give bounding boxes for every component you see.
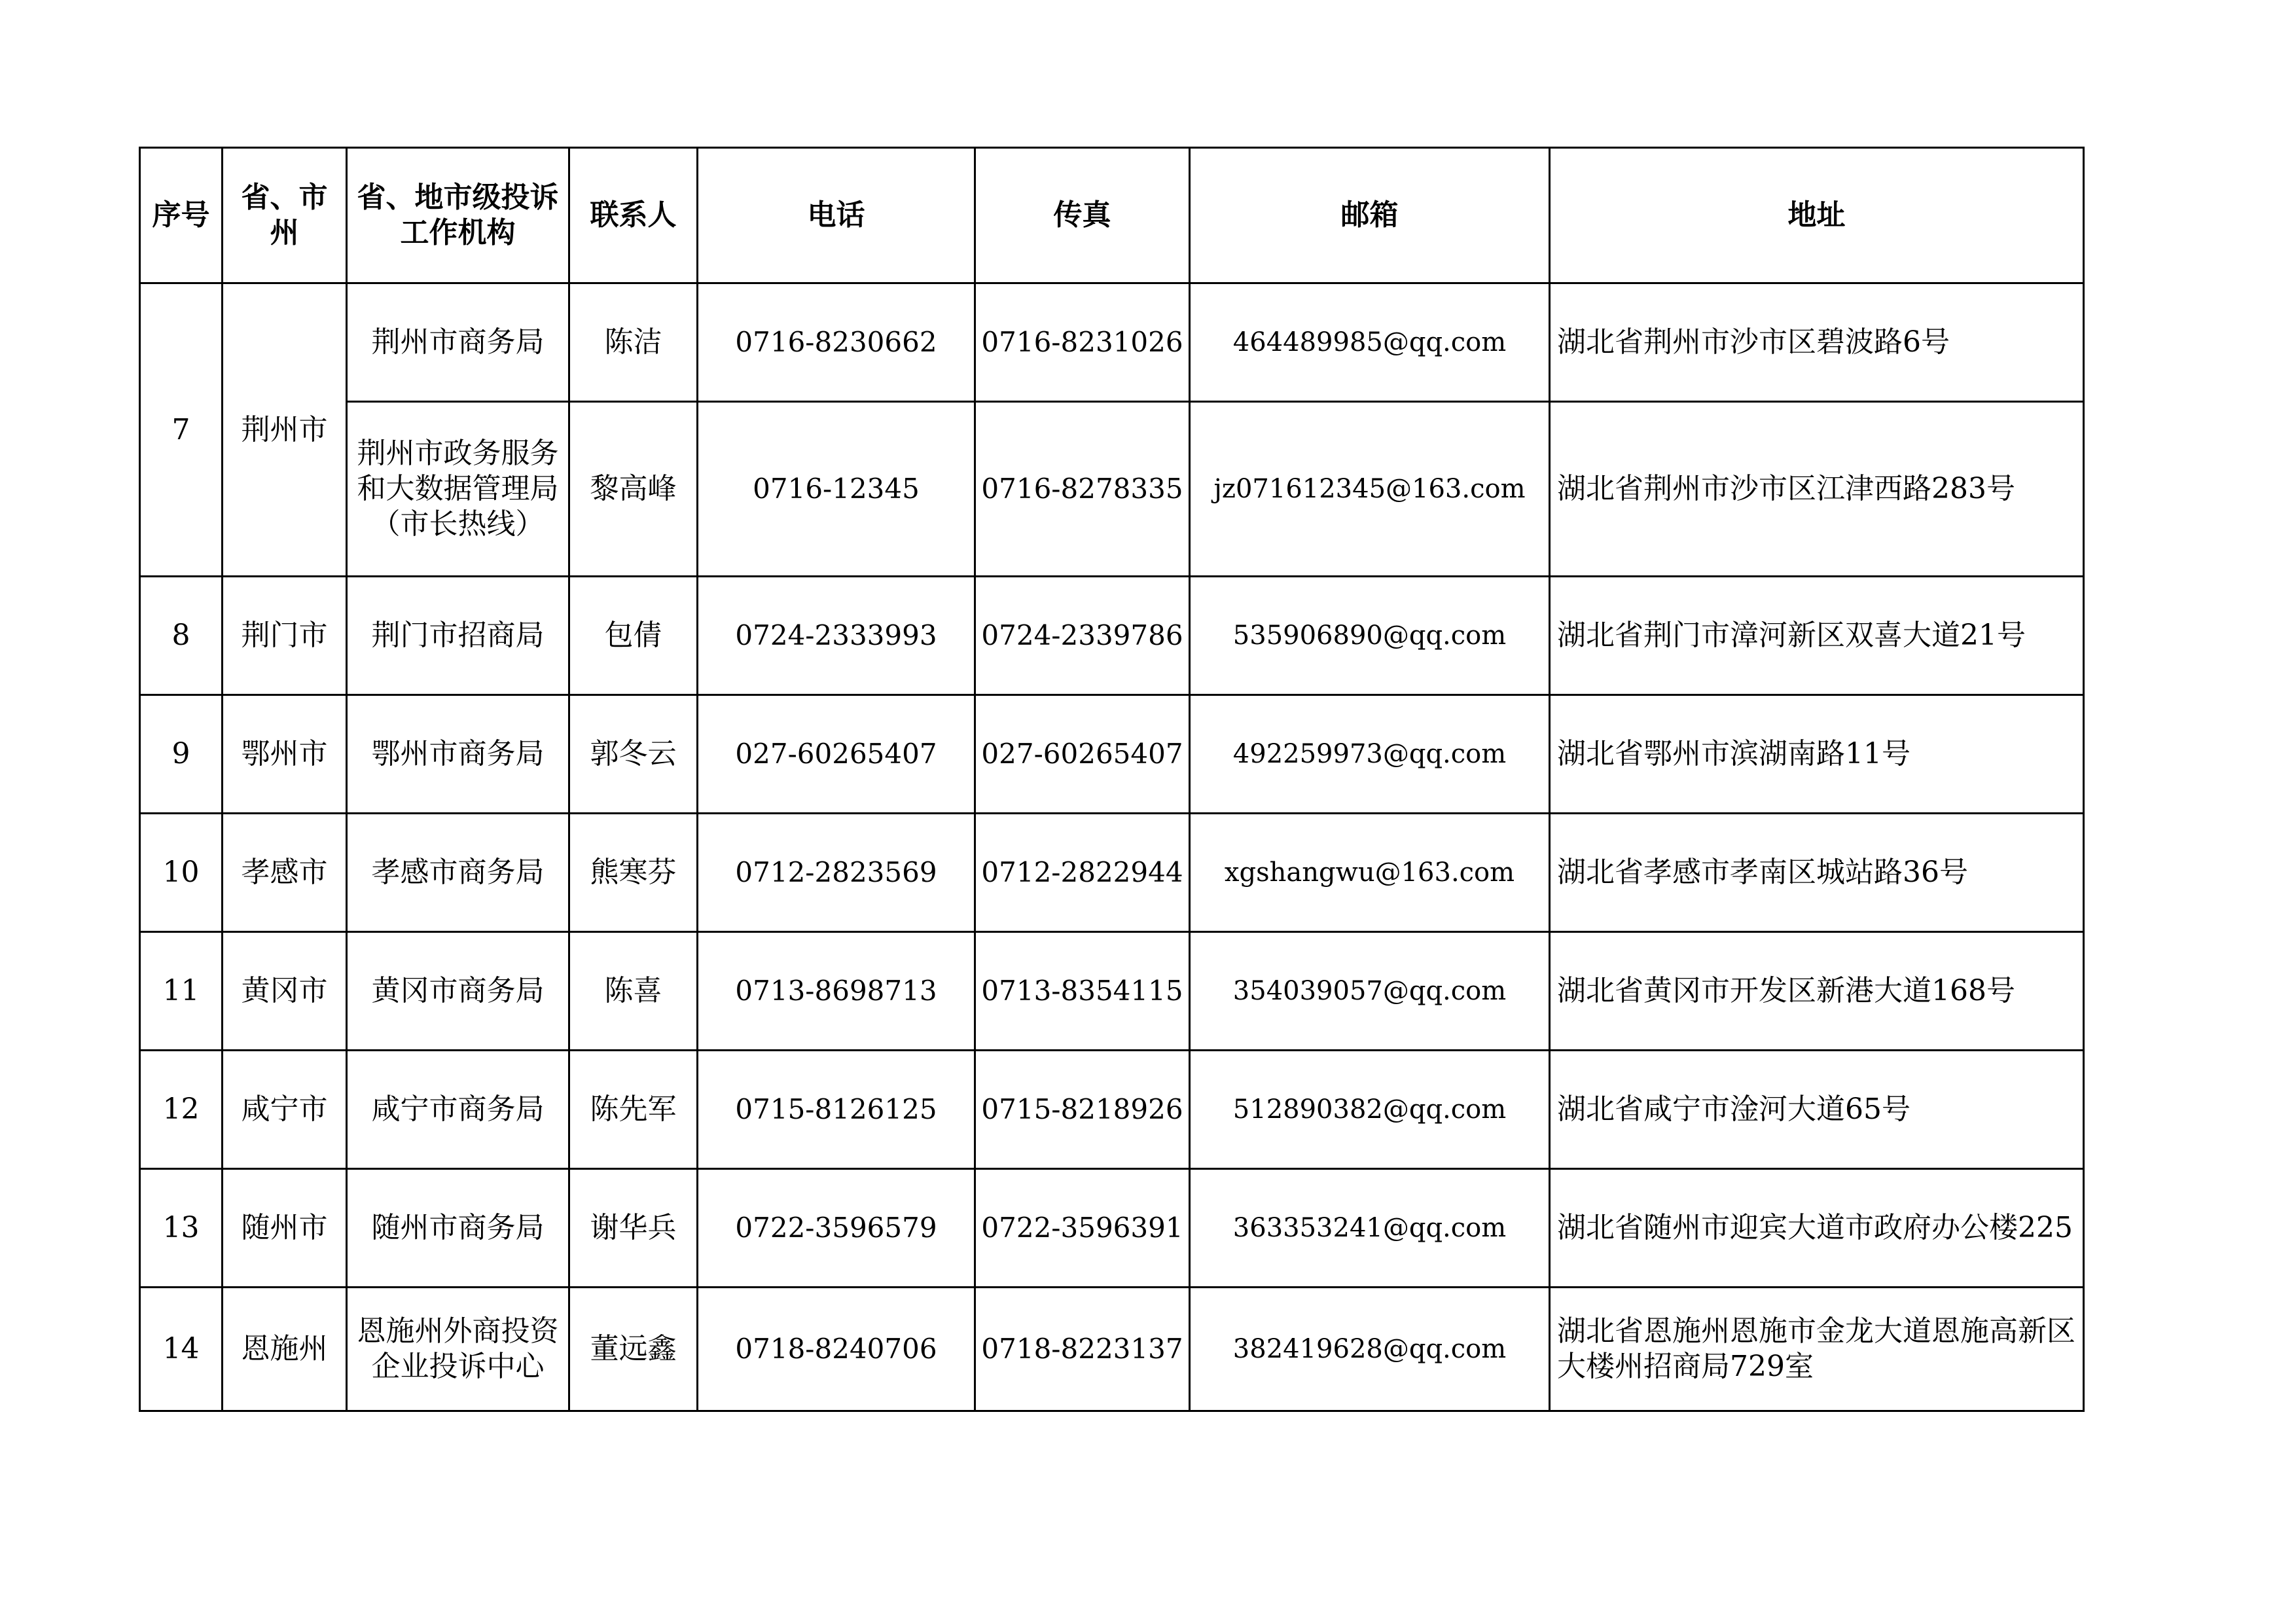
cell-addr: 湖北省荆门市漳河新区双喜大道21号 (1550, 577, 2084, 695)
header-row (140, 148, 2084, 283)
cell-person: 熊寒芬 (569, 814, 698, 932)
cell-org: 荆门市招商局 (347, 577, 569, 695)
header-seq: 序号 (140, 148, 223, 283)
cell-addr: 湖北省鄂州市滨湖南路11号 (1550, 695, 2084, 814)
cell-city: 荆州市 (223, 283, 347, 577)
cell-fax: 0716-8278335 (975, 402, 1190, 577)
cell-email: 535906890@qq.com (1190, 577, 1550, 695)
cell-fax: 0712-2822944 (975, 814, 1190, 932)
header-org: 省、地市级投诉工作机构 (347, 148, 569, 283)
header-person: 联系人 (569, 148, 698, 283)
header-city: 省、市州 (223, 148, 347, 283)
table-row (140, 695, 2084, 814)
table-row (140, 1051, 2084, 1169)
cell-email: 512890382@qq.com (1190, 1051, 1550, 1169)
cell-city: 孝感市 (223, 814, 347, 932)
cell-addr: 湖北省荆州市沙市区江津西路283号 (1550, 402, 2084, 577)
cell-tel: 0712-2823569 (698, 814, 975, 932)
cell-fax: 027-60265407 (975, 695, 1190, 814)
cell-org: 随州市商务局 (347, 1169, 569, 1288)
table-row (140, 577, 2084, 695)
cell-person: 黎高峰 (569, 402, 698, 577)
cell-fax: 0713-8354115 (975, 932, 1190, 1051)
header-fax: 传真 (975, 148, 1190, 283)
cell-org: 荆州市政务服务和大数据管理局（市长热线） (347, 402, 569, 577)
cell-addr: 湖北省孝感市孝南区城站路36号 (1550, 814, 2084, 932)
cell-seq: 14 (140, 1288, 223, 1411)
table-row (140, 402, 2084, 577)
cell-person: 陈先军 (569, 1051, 698, 1169)
cell-city: 恩施州 (223, 1288, 347, 1411)
cell-email: 382419628@qq.com (1190, 1288, 1550, 1411)
cell-fax: 0718-8223137 (975, 1288, 1190, 1411)
header-email: 邮箱 (1190, 148, 1550, 283)
cell-tel: 0715-8126125 (698, 1051, 975, 1169)
cell-fax: 0724-2339786 (975, 577, 1190, 695)
cell-email: jz071612345@163.com (1190, 402, 1550, 577)
cell-email: 492259973@qq.com (1190, 695, 1550, 814)
cell-seq: 13 (140, 1169, 223, 1288)
cell-org: 鄂州市商务局 (347, 695, 569, 814)
cell-email: xgshangwu@163.com (1190, 814, 1550, 932)
table-row (140, 1288, 2084, 1411)
table-row (140, 814, 2084, 932)
contacts-table (139, 147, 2085, 1412)
cell-addr: 湖北省黄冈市开发区新港大道168号 (1550, 932, 2084, 1051)
cell-seq: 7 (140, 283, 223, 577)
cell-org: 孝感市商务局 (347, 814, 569, 932)
cell-tel: 0716-12345 (698, 402, 975, 577)
table-row (140, 932, 2084, 1051)
header-addr: 地址 (1550, 148, 2084, 283)
cell-city: 荆门市 (223, 577, 347, 695)
cell-city: 鄂州市 (223, 695, 347, 814)
cell-person: 包倩 (569, 577, 698, 695)
cell-person: 董远鑫 (569, 1288, 698, 1411)
cell-person: 陈洁 (569, 283, 698, 402)
cell-org: 荆州市商务局 (347, 283, 569, 402)
cell-city: 随州市 (223, 1169, 347, 1288)
cell-tel: 027-60265407 (698, 695, 975, 814)
cell-city: 黄冈市 (223, 932, 347, 1051)
cell-org: 黄冈市商务局 (347, 932, 569, 1051)
cell-addr: 湖北省恩施州恩施市金龙大道恩施高新区大楼州招商局729室 (1550, 1288, 2084, 1411)
cell-tel: 0718-8240706 (698, 1288, 975, 1411)
complaint-contacts-sheet (139, 147, 2085, 1412)
cell-seq: 9 (140, 695, 223, 814)
cell-seq: 11 (140, 932, 223, 1051)
cell-city: 咸宁市 (223, 1051, 347, 1169)
cell-tel: 0716-8230662 (698, 283, 975, 402)
cell-person: 郭冬云 (569, 695, 698, 814)
cell-email: 354039057@qq.com (1190, 932, 1550, 1051)
cell-fax: 0722-3596391 (975, 1169, 1190, 1288)
cell-email: 363353241@qq.com (1190, 1169, 1550, 1288)
cell-addr: 湖北省咸宁市淦河大道65号 (1550, 1051, 2084, 1169)
table-row (140, 1169, 2084, 1288)
cell-email: 464489985@qq.com (1190, 283, 1550, 402)
cell-org: 恩施州外商投资企业投诉中心 (347, 1288, 569, 1411)
cell-fax: 0716-8231026 (975, 283, 1190, 402)
header-tel: 电话 (698, 148, 975, 283)
cell-seq: 10 (140, 814, 223, 932)
cell-tel: 0713-8698713 (698, 932, 975, 1051)
cell-addr: 湖北省荆州市沙市区碧波路6号 (1550, 283, 2084, 402)
cell-person: 陈喜 (569, 932, 698, 1051)
cell-fax: 0715-8218926 (975, 1051, 1190, 1169)
cell-addr: 湖北省随州市迎宾大道市政府办公楼225 (1550, 1169, 2084, 1288)
cell-tel: 0724-2333993 (698, 577, 975, 695)
cell-person: 谢华兵 (569, 1169, 698, 1288)
cell-seq: 12 (140, 1051, 223, 1169)
cell-tel: 0722-3596579 (698, 1169, 975, 1288)
cell-org: 咸宁市商务局 (347, 1051, 569, 1169)
cell-seq: 8 (140, 577, 223, 695)
table-row (140, 283, 2084, 402)
